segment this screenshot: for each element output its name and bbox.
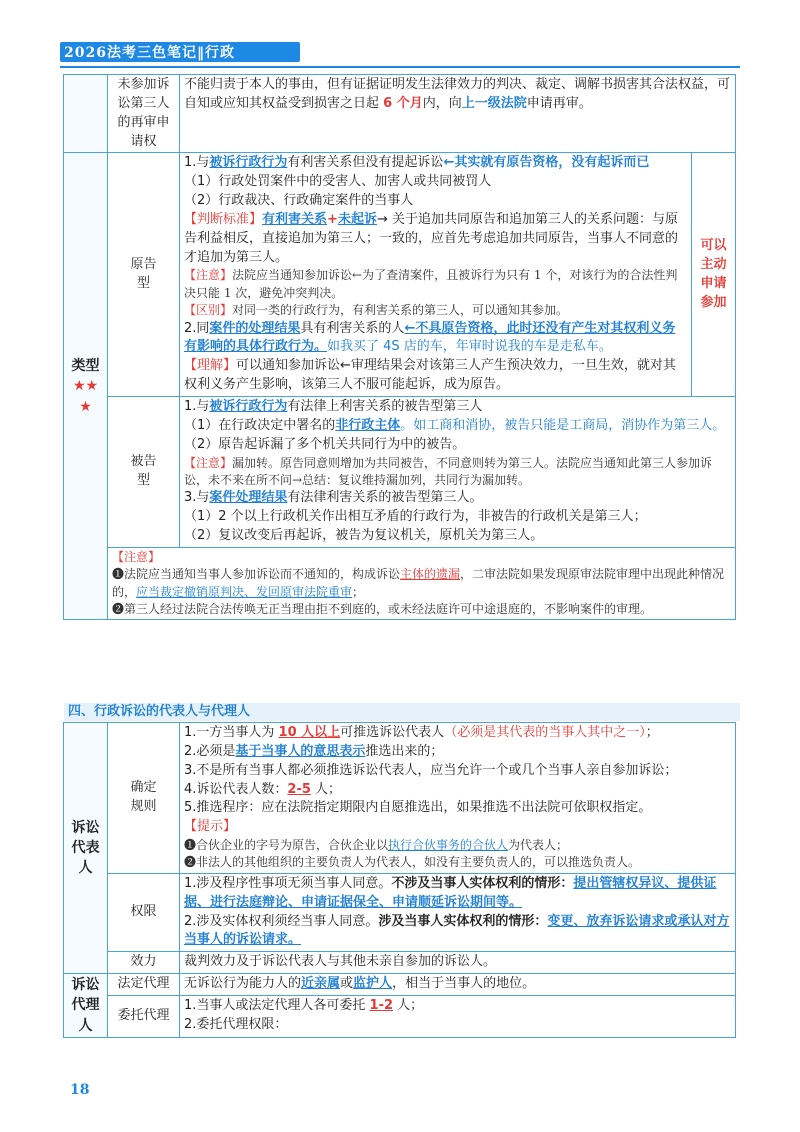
notes-title: 【注意】: [112, 549, 161, 564]
p-l8b: 可以通知参加诉讼←审理结果会对该第三人产生预决效力，一旦生效，就对其权利义务产生影响，该第三人不服可能起诉，成为原告。: [184, 358, 676, 393]
note-2: ❷第三人经过法院合法传唤无正当理由拒不到庭的，或未经法庭许可中途退庭的，不影响案件的审理。: [112, 602, 653, 616]
defendant-l6: （1）2 个以上行政机关作出相互矛盾的行政行为，非被告的行政机关是第三人；: [184, 509, 647, 525]
retrial-text-b: 内，向: [422, 95, 462, 111]
tip-1: [184, 837, 731, 854]
d-l4b: 漏加转。原告同意则增加为共同被告，不同意则转为第三人。法院应当通知此第三人参加诉讼，未不来在所不问→总结：复议维持漏加列，共同行为漏加转。: [184, 455, 713, 487]
types-label-cell: [64, 153, 108, 620]
lb: 近亲属: [301, 976, 341, 992]
legal-agent-label: 法定代理: [108, 974, 180, 996]
p-l4d: 未起诉: [337, 211, 377, 227]
retrial-label: 未参加诉讼第三人的再审申请权: [108, 75, 180, 153]
n1c: ，二审法院如果发现原审法院审理中出现此种情况的，: [112, 567, 725, 599]
plaintiff-l8: [184, 357, 687, 395]
notes-content: [108, 547, 736, 620]
plaintiff-l2: （1）行政处罚案件中的受害人、加害人或共同被罚人: [184, 174, 492, 190]
agent-label: 诉讼代理人: [71, 977, 100, 1034]
d-l2c: 。如工商和消协，被告只能是工商局，消协作为第三人。: [400, 417, 726, 433]
r1c: 可推选诉讼代表人: [340, 725, 445, 740]
p-l4b: 有利害关系: [262, 211, 328, 227]
header-line: [60, 66, 740, 68]
plaintiff-label: [108, 153, 180, 397]
r1a: 1.一方当事人为: [184, 725, 279, 740]
plaintiff-l5: [184, 267, 687, 302]
r4c: 人；: [310, 781, 342, 797]
rules-row: [64, 723, 736, 874]
effect-row: [64, 952, 736, 974]
d-l1b: 被诉行政行为: [209, 398, 288, 414]
rules-label: [108, 723, 180, 874]
p1a: 1.涉及程序性事项无须当事人同意。: [184, 875, 392, 891]
tip-2: ❷非法人的其他组织的主要负责人为代表人，如没有主要负责人的，可以推选负责人。: [184, 855, 641, 870]
p-l7b: 案件的处理结果: [209, 320, 301, 336]
defendant-label: [108, 396, 180, 547]
defendant-label-text: 被告型: [130, 454, 157, 488]
defendant-content: [180, 396, 736, 547]
p-l6b: 对同一类的行政行为，有利害关系的第三人，可以通知其参加。: [232, 303, 569, 318]
entrust-2: 2.委托代理权限：: [184, 1017, 288, 1033]
r1e: ；: [645, 725, 659, 740]
rule-2: [184, 743, 731, 762]
note-1: [112, 566, 731, 601]
t1a: ❶合伙企业的字号为原告，合伙企业以: [184, 838, 389, 853]
defendant-l5: [184, 489, 731, 508]
legal-agent-row: [64, 974, 736, 996]
page-header: [60, 38, 740, 66]
defendant-row: [64, 396, 736, 547]
rules-content: [180, 723, 736, 874]
rule-5: 5.推选程序：应在法院指定期限内自愿推选出，如果推选不出法院可依职权指定。: [184, 800, 652, 816]
legal-agent-content: [180, 974, 736, 996]
page-number: 18: [70, 1082, 90, 1098]
section-4-title: 四、行政诉讼的代表人与代理人: [64, 703, 740, 721]
retrial-court: 上一级法院: [461, 95, 527, 111]
p-l6a: 【区别】: [184, 303, 233, 318]
plaintiff-l6: [184, 302, 687, 319]
p1b: 不涉及当事人实体权利的情形：: [391, 875, 574, 891]
third-party-table: [63, 74, 736, 620]
rule-1: [184, 724, 731, 743]
d-l5b: 案件处理结果: [209, 490, 288, 506]
e1b: 1-2: [369, 998, 394, 1014]
rules-label-text: 确定规则: [130, 780, 157, 814]
p-l7d: ←不具原告资格，此时还没有产生对其权利义务有影响的具体行政行为。: [184, 320, 676, 355]
plaintiff-row: [64, 153, 736, 397]
retrial-text: [180, 75, 736, 153]
power-row: [64, 873, 736, 951]
d-l5c: 有法律利害关系的被告型第三人。: [287, 490, 483, 506]
p1c: 提出管辖权异议、提供证据、进行法庭辩论、申请证据保全、申请顺延诉讼期间等。: [184, 875, 717, 910]
lc: 或: [340, 976, 354, 992]
plaintiff-l7: [184, 320, 687, 358]
retrial-text-a: 不能归责于本人的事由，但有证据证明发生法律效力的判决、裁定、调解书损害其合法权益，可自知或应知其权益受到损害之日起: [184, 77, 731, 111]
notes-row: [64, 547, 736, 620]
p-l4e: → 关于追加共同原告和追加第三人的关系问题：与原告利益相反，直接追加为第三人；一致的，应首先考虑追加共同原告，当事人不同意的才追加为第三人。: [184, 211, 679, 265]
entrust-1: [184, 997, 731, 1016]
defendant-l7: （2）复议改变后再起诉，被告为复议机关，原机关为第三人。: [184, 527, 544, 543]
d-l1c: 有法律上利害关系的被告型第三人: [287, 398, 483, 414]
plaintiff-content: [180, 153, 692, 397]
effect-content: 裁判效力及于诉讼代表人与其他未亲自参加的诉讼人。: [180, 952, 736, 974]
e1c: 人；: [393, 998, 424, 1014]
plaintiff-label-text: 原告型: [130, 256, 157, 291]
p-l1c: 有利害关系但没有提起诉讼: [287, 155, 444, 171]
d-l4a: 【注意】: [184, 455, 233, 470]
defendant-l3: （2）原告起诉漏了多个机关共同行为中的被告。: [184, 436, 466, 452]
power-2: [184, 913, 731, 951]
plaintiff-l4: [184, 211, 687, 268]
p-l7e: 如我买了 4S 店的车，年审时说我的车是走私车。: [327, 339, 612, 355]
rule-3: 3.不是所有当事人都必须推选诉讼代表人，应当允许一个或几个当事人亲自参加诉讼；: [184, 762, 678, 778]
p-l1a: 1.与: [184, 155, 210, 171]
p-l5b: 法院应当通知参加诉讼←为了查清案件，且被诉行为只有 1 个，对该行为的合法性判决只能 1 次，避免冲突判决。: [184, 268, 678, 300]
t1c: 为代表人；: [508, 838, 569, 853]
effect-label: 效力: [108, 952, 180, 974]
r2b: 基于当事人的意思表示: [235, 743, 366, 759]
tip-title: 【提示】: [184, 819, 237, 835]
p2b: 涉及当事人实体权利的情形：: [378, 913, 548, 929]
t1b: 执行合伙事务的合伙人: [388, 838, 509, 853]
plaintiff-side-note: [691, 153, 735, 397]
rep-label-cell: [64, 723, 108, 974]
agent-label-cell: [64, 974, 108, 1038]
p-l1b: 被诉行政行为: [209, 155, 288, 171]
n1d: 应当裁定撤销原判决、发回原审法院重审: [136, 584, 353, 599]
p-l4c: +: [327, 211, 338, 227]
defendant-l1: [184, 398, 731, 417]
d-l5a: 3.与: [184, 490, 210, 506]
rule-4: [184, 781, 731, 800]
retrial-text-c: 申请再审。: [526, 95, 592, 111]
r2c: 推选出来的；: [365, 743, 444, 759]
la: 无诉讼行为能力人的: [184, 976, 302, 992]
p-l1d: ←其实就有原告资格，没有起诉而已: [443, 155, 650, 171]
p-l5a: 【注意】: [184, 268, 233, 283]
entrust-agent-row: [64, 996, 736, 1038]
r1b: 10 人以上: [278, 725, 341, 740]
d-l1a: 1.与: [184, 398, 210, 414]
header-title: 2026法考三色笔记‖行政: [64, 45, 235, 61]
p2c: 变更、放弃诉讼请求或承认对方当事人的诉讼请求。: [184, 913, 730, 948]
r4b: 2-5: [287, 781, 311, 797]
defendant-l4: [184, 455, 731, 490]
r2a: 2.必须是: [184, 743, 236, 759]
n1b: 主体的遗漏: [400, 567, 461, 582]
power-1: [184, 875, 731, 913]
n1e: ；: [352, 584, 365, 599]
entrust-agent-label: 委托代理: [108, 996, 180, 1038]
types-stars: ★★★: [72, 378, 99, 415]
le: ，相当于当事人的地位。: [392, 976, 536, 992]
n1a: ❶法院应当通知当事人参加诉讼而不通知的，构成诉讼: [112, 567, 401, 582]
p2a: 2.涉及实体权利须经当事人同意。: [184, 913, 379, 929]
rep-label: 诉讼代表人: [71, 819, 100, 877]
empty-cell: [64, 75, 108, 153]
d-l2a: （1）在行政决定中署名的: [184, 417, 336, 433]
retrial-row: [64, 75, 736, 153]
e1a: 1.当事人或法定代理人各可委托: [184, 998, 370, 1014]
d-l2b: 非行政主体: [335, 417, 401, 433]
p-l7c: 具有利害关系的人: [300, 320, 405, 336]
p-l8a: 【理解】: [184, 358, 237, 374]
r1d: （必须是其代表的当事人其中之一）: [444, 725, 646, 740]
defendant-l2: [184, 417, 731, 436]
representative-table: [63, 722, 736, 1038]
p-l7a: 2.同: [184, 320, 210, 336]
plaintiff-l1: [184, 154, 687, 173]
plaintiff-side-text: 可以主动申请参加: [700, 237, 727, 310]
r4a: 4.诉讼代表人数：: [184, 781, 288, 797]
retrial-months: 6 个月: [383, 95, 423, 111]
entrust-agent-content: [180, 996, 736, 1038]
plaintiff-l3: （2）行政裁决、行政确定案件的当事人: [184, 193, 414, 209]
power-content: [180, 873, 736, 951]
types-label: 类型: [71, 357, 100, 374]
p-l4a: 【判断标准】: [184, 211, 263, 227]
power-label: 权限: [108, 873, 180, 951]
ld: 监护人: [353, 976, 393, 992]
